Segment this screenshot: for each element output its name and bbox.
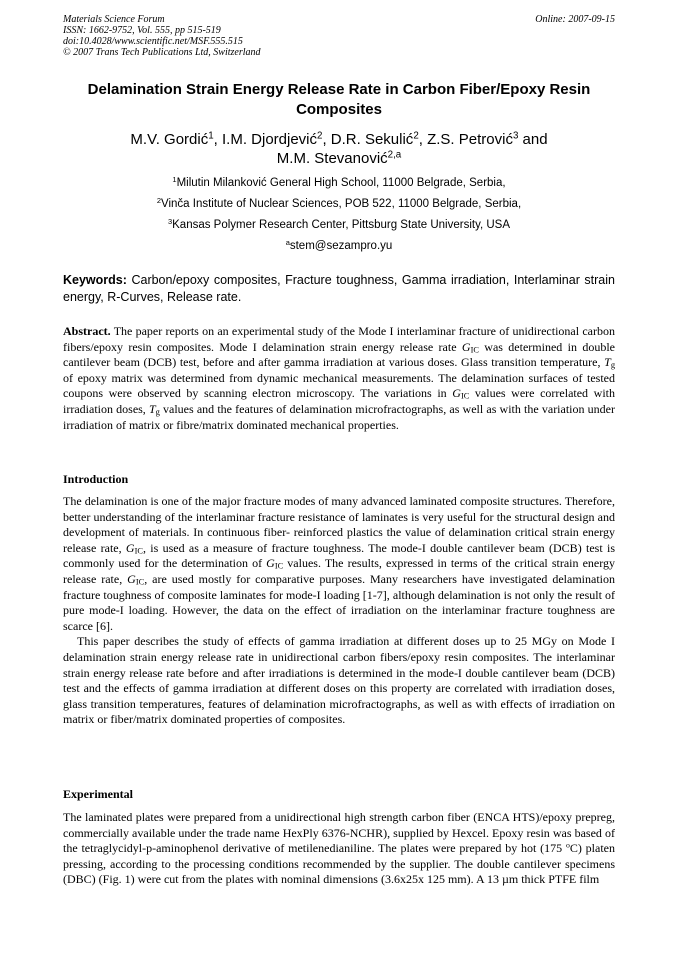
symbol-subscript: IC bbox=[460, 392, 470, 402]
author-affiliation-mark: 2 bbox=[317, 130, 323, 142]
journal-copyright: © 2007 Trans Tech Publications Ltd, Switzerland bbox=[63, 47, 261, 58]
symbol-subscript: g bbox=[155, 407, 160, 417]
journal-issn: ISSN: 1662-9752, Vol. 555, pp 515-519 bbox=[63, 25, 221, 36]
symbol-subscript: IC bbox=[135, 577, 145, 587]
paragraph-text: values. The results, expressed in terms of the critical strain energy release rate, bbox=[63, 556, 616, 586]
affiliation-mark: 2 bbox=[156, 195, 162, 205]
author-name: , Z.S. Petrović bbox=[418, 131, 513, 148]
abstract-text: values and the features of delamination microfractographs, as well as with the variation under irradiation of matrix or fibre/matrix dominated mechanical properties. bbox=[63, 401, 615, 432]
symbol-g: G bbox=[461, 339, 471, 354]
affiliation-text: Vinča Institute of Nuclear Sciences, POB 522, 11000 Belgrade, Serbia, bbox=[161, 198, 522, 210]
abstract-section bbox=[63, 324, 615, 433]
symbol-g: G bbox=[452, 386, 461, 401]
affiliation-mark: 3 bbox=[167, 216, 173, 226]
author-affiliation-mark: 3 bbox=[512, 130, 519, 142]
affiliation-line bbox=[63, 236, 615, 257]
abstract-text: The paper reports on an experimental study of the Mode I interlaminar fracture of unidirectional carbon fibers/epoxy resin composites. Mode I delamination strain energy release rate bbox=[63, 324, 615, 354]
affiliation-list bbox=[63, 173, 615, 257]
corresponding-email: stem@sezampro.yu bbox=[289, 240, 393, 252]
symbol-t: T bbox=[604, 355, 611, 370]
symbol-g: G bbox=[266, 556, 275, 571]
section-heading-experimental: Experimental bbox=[63, 787, 133, 801]
author-name: M.M. Stevanović bbox=[276, 150, 388, 167]
symbol-subscript: IC bbox=[134, 546, 143, 556]
journal-name: Materials Science Forum bbox=[63, 14, 165, 25]
affiliation-text: Kansas Polymer Research Center, Pittsburg State University, USA bbox=[172, 219, 511, 231]
paragraph-text: The laminated plates were prepared from a unidirectional high strength carbon fiber (ENCA HTS)/epoxy prepreg, commercially available under the trade name HexPly 6376-NCHR), supplied by Hexcel. Epoxy resin was based of the tetraglycidyl-p-aminophenol derivative of metilenedianiline. The plates were prepared by hot (175 bbox=[63, 810, 615, 856]
paragraph bbox=[63, 494, 615, 634]
affiliation-line bbox=[63, 194, 615, 215]
author-affiliation-mark: 2 bbox=[413, 130, 419, 142]
experimental-body bbox=[63, 810, 615, 888]
author-affiliation-mark: 2,a bbox=[387, 149, 402, 161]
author-name: M.V. Gordić bbox=[130, 131, 209, 148]
abstract-text: of epoxy matrix was determined from dynamic mechanical measurements. The delamination surfaces of tested coupons were observed by scanning electron microscopy. The variations in bbox=[63, 370, 615, 401]
abstract-text: values were correlated with irradiation doses, bbox=[63, 386, 615, 416]
abstract-label: Abstract. bbox=[63, 324, 111, 338]
paragraph-text: C) platen pressing, according to the processing conditions recommended by the supplier. The double cantilever specimens (DBC) (Fig. 1) were cut from the plates with nominal dimensions (3.6x25x 125 mm). A 13 µm thick PTFE film bbox=[63, 841, 615, 887]
author-list bbox=[63, 130, 615, 168]
author-name: , D.R. Sekulić bbox=[322, 131, 414, 148]
paragraph-text: , is used as a measure of fracture toughness. The mode-I double cantilever beam (DCB) test is commonly used for the determination of bbox=[63, 540, 615, 571]
section-heading-introduction: Introduction bbox=[63, 472, 129, 486]
introduction-body bbox=[63, 494, 615, 728]
paragraph-text: , are used mostly for comparative purposes. Many researchers have investigated delamination fracture toughness of composite laminates for mode-I loading [1-7], although delamination is not only the result of pure mode-I loading. However, the data on the effect of irradiation on the interlaminar fracture toughness are scarce [6]. bbox=[63, 571, 615, 633]
paper-title: Delamination Strain Energy Release Rate in Carbon Fiber/Epoxy Resin Composites bbox=[87, 81, 591, 118]
author-conjunction: and bbox=[518, 131, 548, 148]
paragraph-text: The delamination is one of the major fracture modes of many advanced laminated composite structures. Therefore, better understanding of the interlaminar fracture resistance of laminates is very useful for the structural design and development of materials. In continuous fiber- reinforced plastics the value of delamination critical strain energy release rate, bbox=[63, 494, 615, 555]
online-date: Online: 2007-09-15 bbox=[535, 14, 615, 25]
author-affiliation-mark: 1 bbox=[208, 130, 214, 142]
symbol-t: T bbox=[148, 401, 156, 416]
affiliation-line bbox=[63, 215, 615, 236]
journal-header bbox=[63, 14, 261, 58]
symbol-g: G bbox=[127, 571, 136, 586]
symbol-subscript: g bbox=[610, 360, 615, 370]
affiliation-mark: 1 bbox=[172, 174, 177, 184]
abstract-text: was determined in double cantilever beam (DCB) test, before and after gamma irradiation at various doses. Glass transition temperature, bbox=[63, 339, 615, 370]
keywords-section bbox=[63, 272, 615, 306]
paragraph: This paper describes the study of effects of gamma irradiation at different doses up to 25 MGy on Mode I delamination strain energy release rate in unidirectional carbon fibers/epoxy resin composites. The interlaminar strain energy release rate before and after irradiations is determined in the mode-I double cantilever beam (DCB) test and the effects of gamma irradiation at different doses on this property are correlated with irradiation doses, glass transition temperatures, features of delamination microfractographs, as well as with effects of irradiation on matrix or fiber/matrix dominated properties of composites. bbox=[63, 634, 615, 727]
degree-mark: o bbox=[565, 840, 570, 850]
symbol-g: G bbox=[125, 540, 135, 555]
affiliation-text: Milutin Milanković General High School, 11000 Belgrade, Serbia, bbox=[176, 177, 506, 189]
affiliation-mark: a bbox=[285, 237, 290, 247]
keywords-label: Keywords: bbox=[63, 273, 127, 287]
author-name: , I.M. Djordjević bbox=[213, 131, 318, 148]
symbol-subscript: IC bbox=[274, 562, 284, 572]
affiliation-line bbox=[63, 173, 615, 194]
journal-doi: doi:10.4028/www.scientific.net/MSF.555.515 bbox=[63, 36, 243, 47]
symbol-subscript: IC bbox=[470, 345, 479, 355]
keywords-text: Carbon/epoxy composites, Fracture toughness, Gamma irradiation, Interlaminar strain energy, R-Curves, Release rate. bbox=[63, 273, 615, 304]
